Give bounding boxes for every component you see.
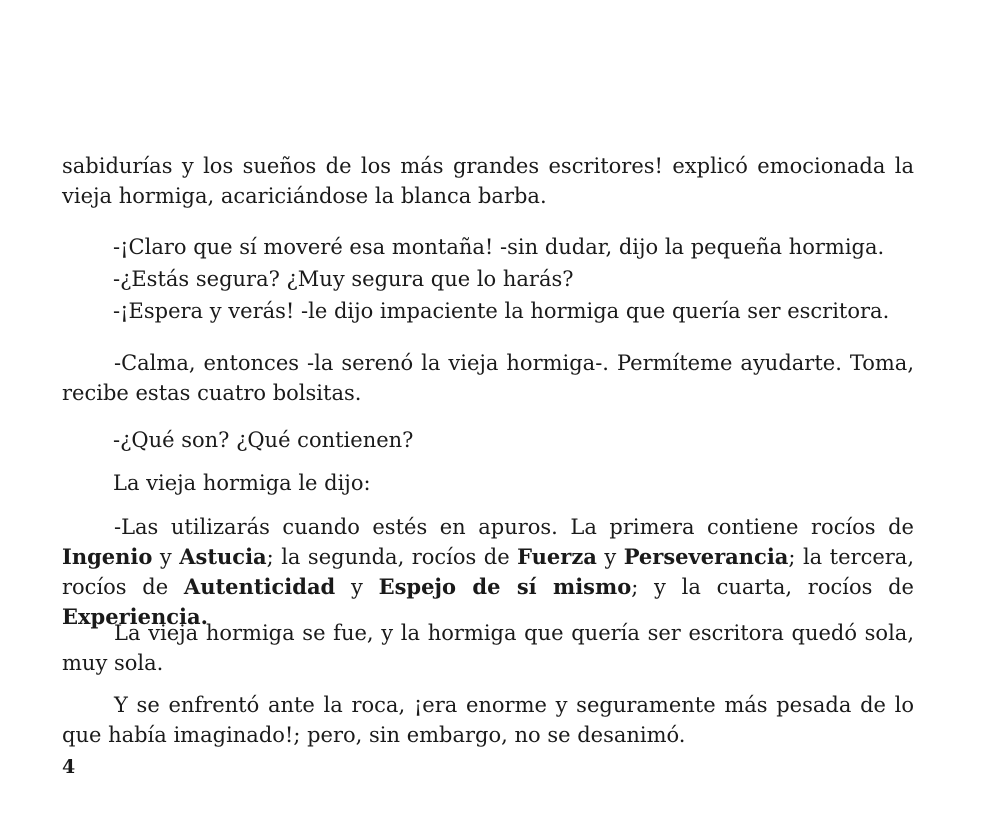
dialogue-line-claro: -¡Claro que sí moveré esa montaña! -sin dudar, dijo la pequeña hormiga. — [113, 235, 885, 259]
dialogue-line-estas-segura: -¿Estás segura? ¿Muy segura que lo harás? — [113, 267, 574, 291]
bold-term: Perseverancia — [623, 544, 789, 569]
paragraph-text-segment: y — [596, 545, 624, 569]
dialogue-line-que-son: -¿Qué son? ¿Qué contienen? — [113, 428, 414, 452]
paragraph-text-segment: -Las utilizarás cuando estés en apuros. La primera contiene rocíos de — [114, 515, 914, 539]
page-number: 4 — [62, 756, 76, 778]
dialogue-line-espera: -¡Espera y verás! -le dijo impaciente la hormiga que quería ser escritora. — [113, 299, 890, 323]
paragraph-bolsitas — [62, 512, 914, 632]
paragraph-vieja-dijo: La vieja hormiga le dijo: — [113, 471, 371, 495]
paragraph-text-segment: y — [335, 575, 379, 599]
bold-term: Autenticidad — [183, 574, 336, 599]
paragraph-se-fue: La vieja hormiga se fue, y la hormiga que quería ser escritora quedó sola, muy sola. — [62, 621, 914, 675]
bold-term: Experiencia. — [62, 604, 208, 629]
bold-term: Ingenio — [62, 544, 153, 569]
paragraph-calma: -Calma, entonces -la serenó la vieja hormiga-. Permíteme ayudarte. Toma, recibe estas cuatro bolsitas. — [62, 351, 914, 405]
bold-term: Espejo de sí mismo — [378, 574, 632, 599]
bold-term: Fuerza — [517, 544, 597, 569]
paragraph-text-segment: y — [152, 545, 180, 569]
paragraph-sabidurias: sabidurías y los sueños de los más grandes escritores! explicó emocionada la vieja hormiga, acariciándose la blanca barba. — [62, 154, 914, 208]
bold-term: Astucia — [179, 544, 267, 569]
paragraph-text-segment: ; la segunda, rocíos de — [266, 545, 518, 569]
paragraph-roca: Y se enfrentó ante la roca, ¡era enorme y seguramente más pesada de lo que había imaginado!; pero, sin embargo, no se desanimó. — [62, 693, 914, 747]
paragraph-text-segment: ; y la cuarta, rocíos de — [631, 575, 914, 599]
paragraph-text-segment: ; la tercera, rocíos de — [62, 545, 915, 599]
